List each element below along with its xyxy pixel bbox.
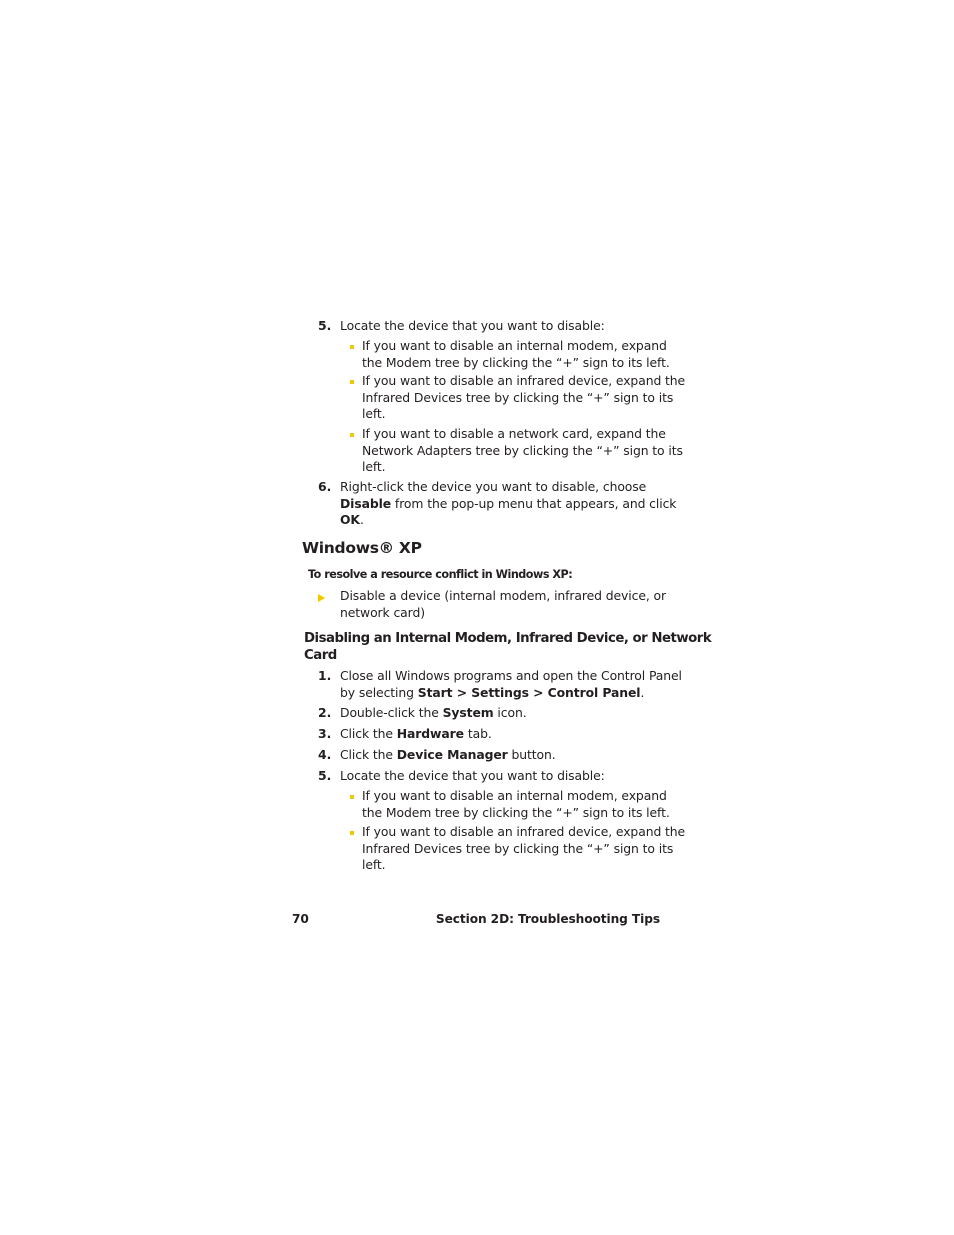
step-text: Close all Windows programs and open the Control Panel by selecting Start > Settings > Control Panel.	[340, 668, 682, 700]
bullet-text: If you want to disable an infrared device, expand the Infrared Devices tree by clicking the “+” sign to its left.	[362, 824, 686, 873]
step-text: Click the Device Manager button.	[340, 747, 556, 762]
step-number: 3.	[318, 726, 332, 741]
step-number: 4.	[318, 747, 332, 762]
page-number: 70	[292, 912, 309, 926]
bullet-square-icon	[350, 795, 354, 799]
bullet-square-icon	[350, 831, 354, 835]
step-text: Locate the device that you want to disable:	[340, 318, 605, 333]
arrow-bullet-icon	[318, 594, 325, 602]
bullet-square-icon	[350, 345, 354, 349]
section-heading: Windows® XP	[302, 539, 422, 557]
procedure-label: To resolve a resource conflict in Windows XP:	[308, 568, 573, 581]
bullet-text: If you want to disable a network card, expand the Network Adapters tree by clicking the “+” sign to its left.	[362, 426, 683, 475]
bullet-square-icon	[350, 433, 354, 437]
bullet-text: If you want to disable an internal modem, expand the Modem tree by clicking the “+” sign to its left.	[362, 338, 670, 370]
step-number: 6.	[318, 479, 332, 494]
bullet-text: If you want to disable an internal modem, expand the Modem tree by clicking the “+” sign to its left.	[362, 788, 670, 820]
step-text: Right-click the device you want to disable, choose Disable from the pop-up menu that appears, and click OK.	[340, 479, 677, 528]
procedure-item: Disable a device (internal modem, infrared device, or network card)	[340, 588, 667, 620]
step-text: Click the Hardware tab.	[340, 726, 492, 741]
step-number: 1.	[318, 668, 332, 683]
bullet-square-icon	[350, 380, 354, 384]
bullet-text: If you want to disable an infrared device, expand the Infrared Devices tree by clicking the “+” sign to its left.	[362, 373, 686, 422]
step-number: 5.	[318, 768, 332, 783]
step-text: Locate the device that you want to disable:	[340, 768, 605, 783]
step-number: 2.	[318, 705, 332, 720]
footer-section-title: Section 2D: Troubleshooting Tips	[435, 912, 660, 926]
step-text: Double-click the System icon.	[340, 705, 527, 720]
subsection-heading: Disabling an Internal Modem, Infrared Device, or Network Card	[304, 631, 712, 663]
step-number: 5.	[318, 318, 332, 333]
